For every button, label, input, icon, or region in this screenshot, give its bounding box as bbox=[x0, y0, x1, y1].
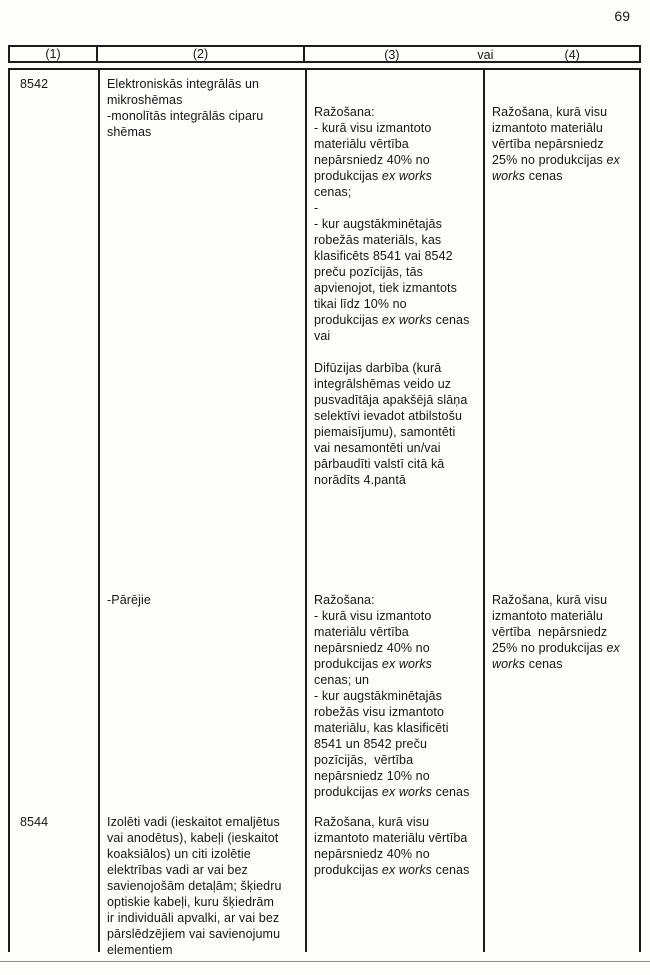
column-divider-1 bbox=[98, 70, 100, 952]
text-line: nepārsniedz 10% no bbox=[314, 769, 430, 783]
text-line: izmantoto materiālu bbox=[492, 609, 603, 623]
text-line: cenas; bbox=[314, 185, 352, 199]
text-line: 8541 un 8542 preču bbox=[314, 737, 428, 751]
text-line: elementiem bbox=[107, 943, 173, 957]
text-line bbox=[314, 344, 469, 360]
text-line: apvienojot, tiek izmantots bbox=[314, 281, 457, 295]
text-line: koaksiālos) un citi izolētie bbox=[107, 847, 251, 861]
text-line: materiālu vērtība bbox=[314, 137, 409, 151]
header-col3-vai-col4 bbox=[305, 47, 639, 61]
text-line: Ražošana, kurā visu bbox=[314, 815, 430, 829]
text-line: robežās visu izmantoto bbox=[314, 705, 445, 719]
cell-8542-monolitas-rule-col4 bbox=[492, 104, 620, 184]
table-header bbox=[8, 45, 641, 63]
text-line: 25% no produkcijas ex bbox=[492, 153, 620, 167]
text-line: pārslēdzējiem vai savienojumu bbox=[107, 927, 281, 941]
text-line: optiskie kabeļi, kuru šķiedrām bbox=[107, 895, 274, 909]
text-line: izmantoto materiālu vērtība bbox=[314, 831, 468, 845]
cell-8544-description bbox=[107, 814, 282, 958]
text-line: mikroshēmas bbox=[107, 93, 183, 107]
text-line: works cenas bbox=[492, 657, 563, 671]
text-line: tikai līdz 10% no bbox=[314, 297, 407, 311]
text-line: works cenas bbox=[492, 169, 563, 183]
text-line: selektīvi ievadot atbilstošu bbox=[314, 409, 463, 423]
cell-8542-description bbox=[107, 76, 263, 140]
cell-8542-parejie-label bbox=[107, 592, 151, 608]
text-line: shēmas bbox=[107, 125, 152, 139]
page-bottom-rule bbox=[0, 961, 650, 962]
text-line: Izolēti vadi (ieskaitot emaljētus bbox=[107, 815, 280, 829]
text-line: - kur augstākminētajās bbox=[314, 217, 442, 231]
text-line: integrālshēmas veido uz bbox=[314, 377, 452, 391]
table-body bbox=[8, 68, 641, 957]
text-line: piemaisījumu), samontēti bbox=[314, 425, 456, 439]
text-line: preču pozīcijās, tās bbox=[314, 265, 423, 279]
text-line: produkcijas ex works cenas bbox=[314, 785, 470, 799]
text-line: izmantoto materiālu bbox=[492, 121, 603, 135]
text-line: produkcijas ex works bbox=[314, 657, 433, 671]
text-line: produkcijas ex works cenas bbox=[314, 863, 470, 877]
text-line: materiālu, kas klasificēti bbox=[314, 721, 449, 735]
cell-8542-parejie-rule-col3 bbox=[314, 592, 469, 800]
text-line: 8544 bbox=[20, 815, 49, 829]
text-line: norādīts 4.pantā bbox=[314, 473, 406, 487]
text-line: pārbaudīti valstī citā kā bbox=[314, 457, 445, 471]
header-or-label: vai bbox=[477, 48, 494, 62]
text-line: -monolītās integrālās ciparu bbox=[107, 109, 264, 123]
text-line: vai nesamontēti un/vai bbox=[314, 441, 441, 455]
text-line: vai anodētus), kabeļi (ieskaitot bbox=[107, 831, 279, 845]
header-col3: (3) bbox=[384, 48, 400, 62]
cell-code-8542 bbox=[20, 76, 48, 92]
text-line: Ražošana, kurā visu bbox=[492, 105, 608, 119]
text-line: Ražošana: bbox=[314, 593, 375, 607]
text-line: produkcijas ex works bbox=[314, 169, 433, 183]
text-line: elektrības vadi ar vai bez bbox=[107, 863, 248, 877]
text-line: -Pārējie bbox=[107, 593, 151, 607]
text-line: nepārsniedz 40% no bbox=[314, 847, 430, 861]
text-line: Difūzijas darbība (kurā bbox=[314, 361, 442, 375]
text-line: savienojošām detaļām; šķiedru bbox=[107, 879, 282, 893]
text-line: - kur augstākminētajās bbox=[314, 689, 442, 703]
header-col2: (2) bbox=[98, 47, 305, 61]
text-line: - kurā visu izmantoto bbox=[314, 609, 432, 623]
text-line: nepārsniedz 40% no bbox=[314, 153, 430, 167]
text-line: robežās materiāls, kas bbox=[314, 233, 442, 247]
text-line: nepārsniedz 40% no bbox=[314, 641, 430, 655]
text-line: vērtība nepārsniedz bbox=[492, 137, 604, 151]
page-number: 69 bbox=[614, 8, 630, 24]
cell-code-8544 bbox=[20, 814, 48, 830]
text-line: Elektroniskās integrālās un bbox=[107, 77, 260, 91]
text-line: vērtība nepārsniedz bbox=[492, 625, 608, 639]
text-line: 8542 bbox=[20, 77, 49, 91]
column-divider-3 bbox=[483, 70, 485, 952]
cell-8544-rule-col3 bbox=[314, 814, 469, 878]
text-line: klasificēts 8541 vai 8542 bbox=[314, 249, 453, 263]
text-line: produkcijas ex works cenas bbox=[314, 313, 470, 327]
text-line: ir individuāli apvalki, ar vai bez bbox=[107, 911, 280, 925]
column-divider-2 bbox=[305, 70, 307, 952]
text-line: vai bbox=[314, 329, 331, 343]
text-line: materiālu vērtība bbox=[314, 625, 409, 639]
text-line: Ražošana, kurā visu bbox=[492, 593, 608, 607]
text-line: pozīcijās, vērtība bbox=[314, 753, 414, 767]
header-col4: (4) bbox=[564, 48, 580, 62]
cell-8542-parejie-rule-col4 bbox=[492, 592, 620, 672]
text-line: pusvadītāja apakšējā slāņa bbox=[314, 393, 468, 407]
text-line: - bbox=[314, 201, 319, 215]
text-line: cenas; un bbox=[314, 673, 370, 687]
header-col1: (1) bbox=[10, 47, 98, 61]
text-line: Ražošana: bbox=[314, 105, 375, 119]
text-line: - kurā visu izmantoto bbox=[314, 121, 432, 135]
cell-8542-monolitas-rule-col3 bbox=[314, 104, 469, 488]
text-line: 25% no produkcijas ex bbox=[492, 641, 620, 655]
